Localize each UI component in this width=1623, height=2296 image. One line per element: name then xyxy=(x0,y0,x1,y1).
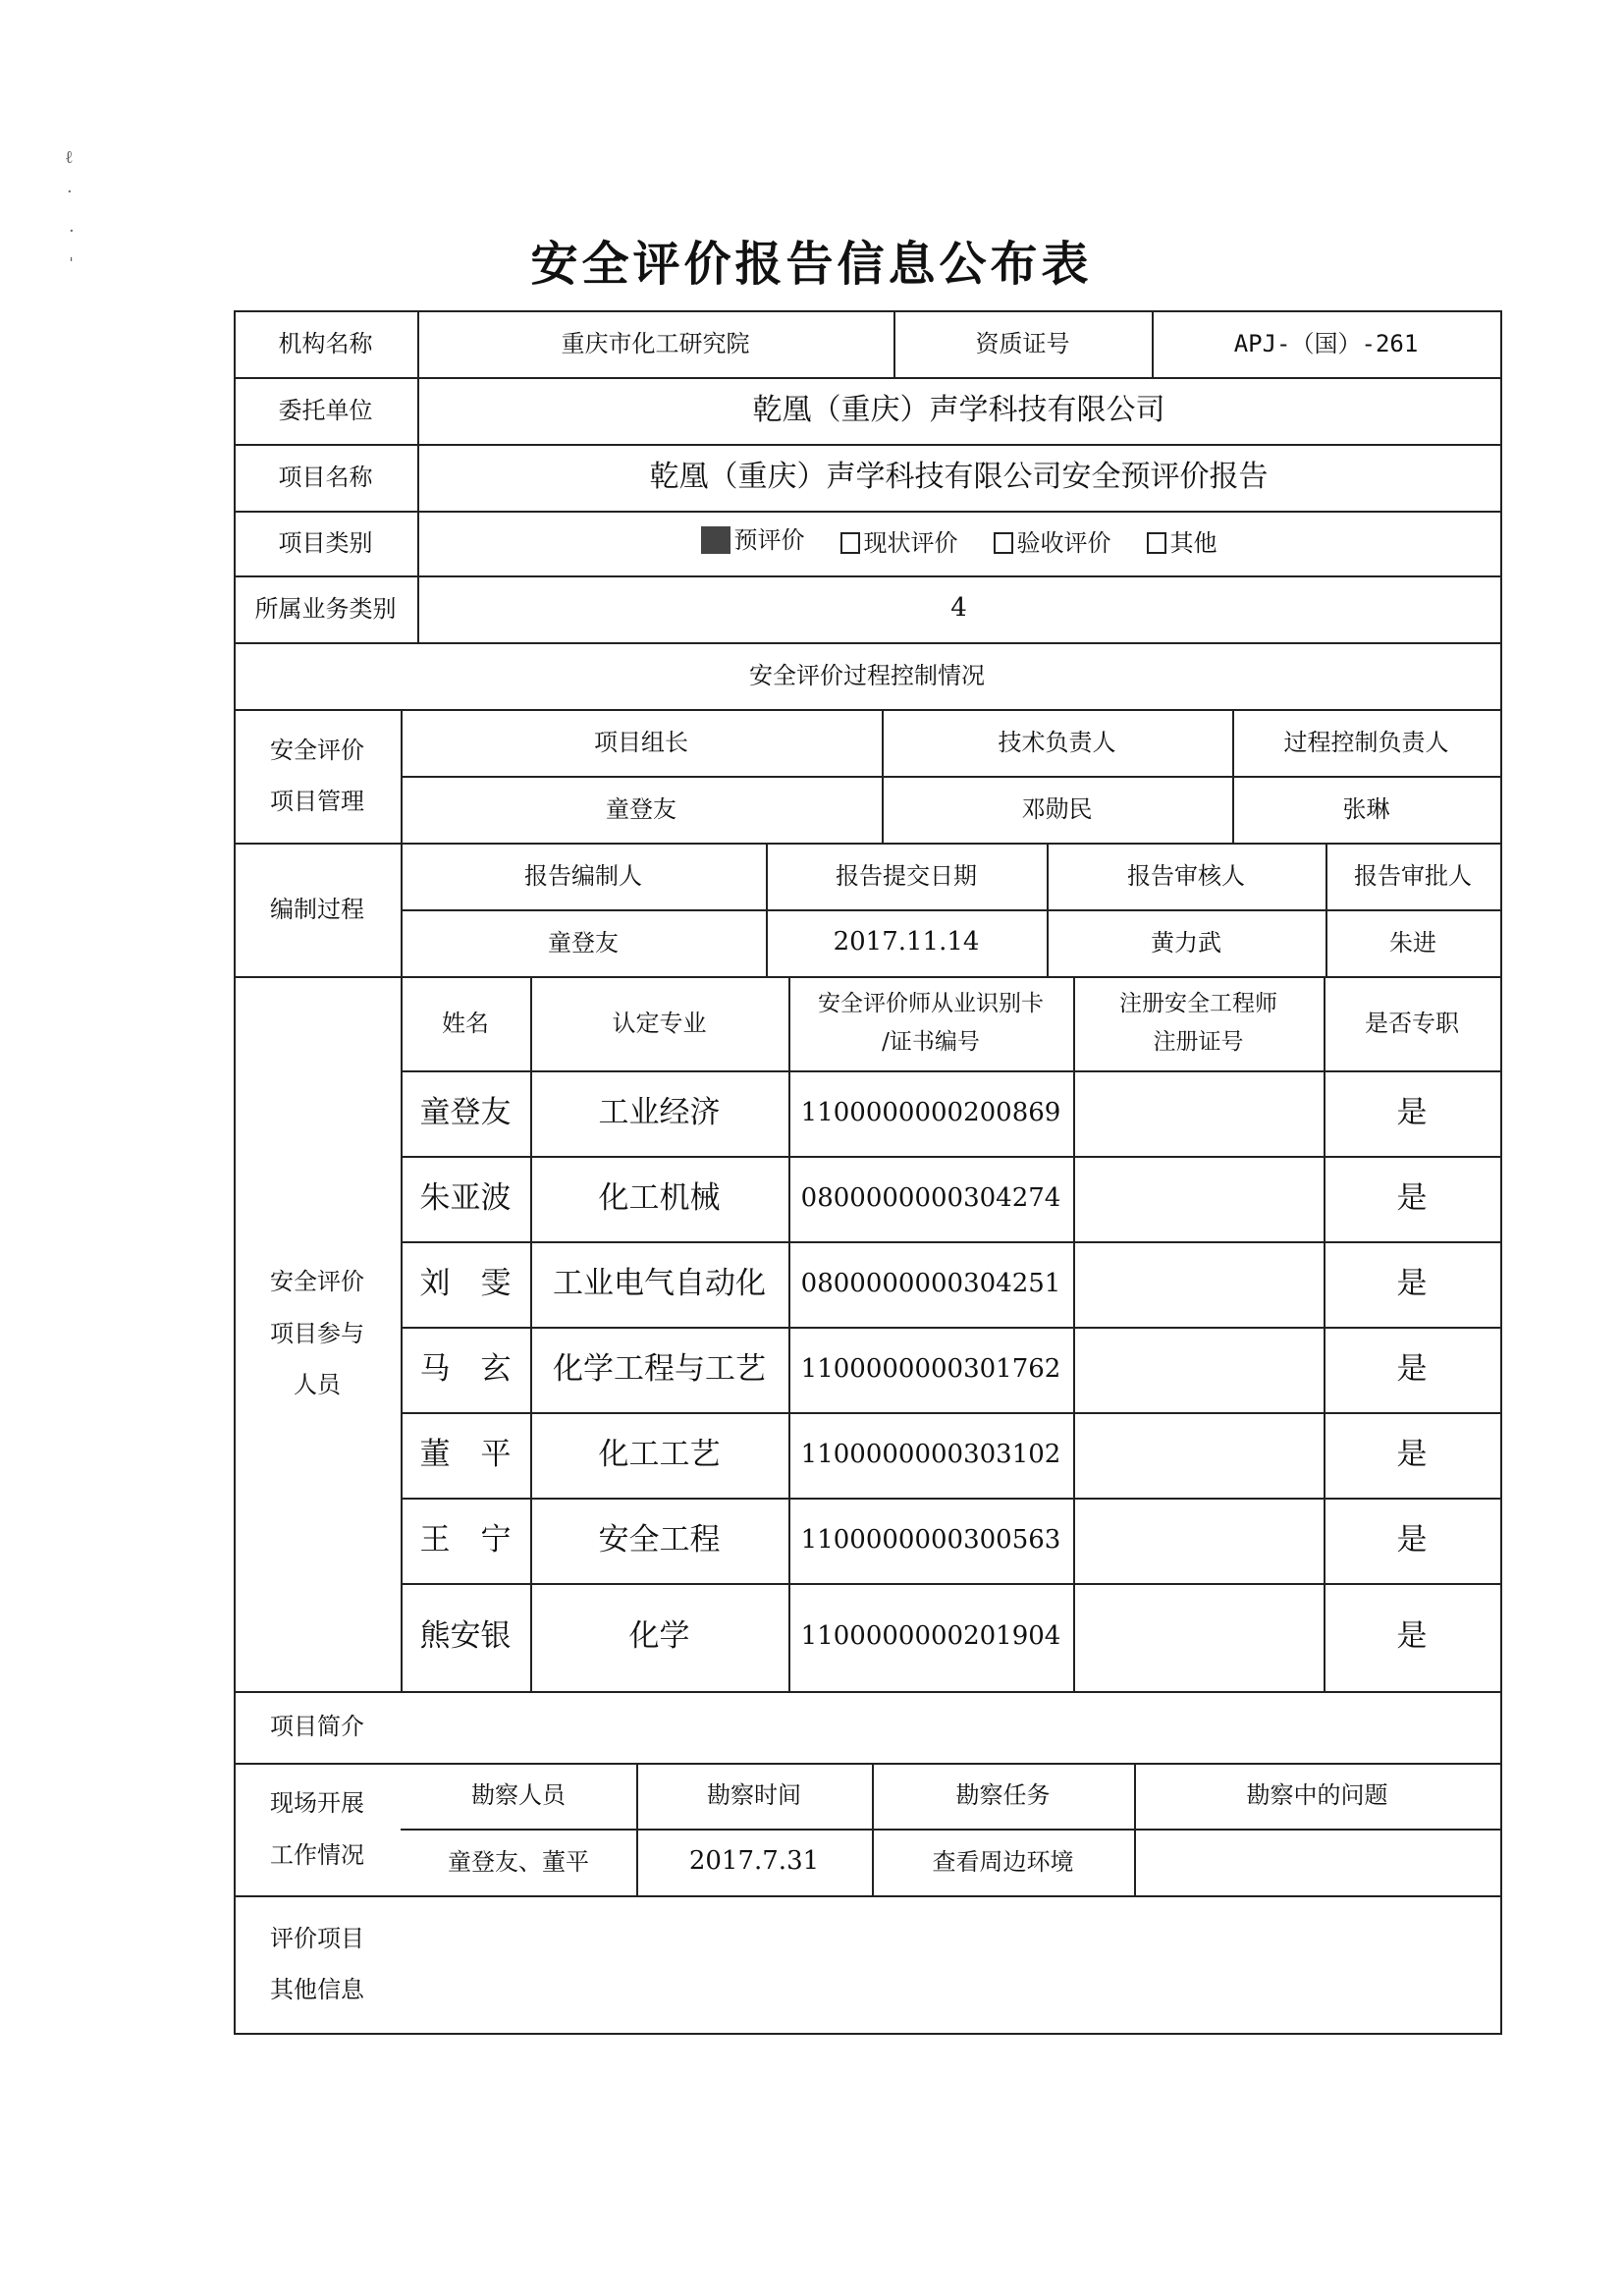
participant-specialty: 化学工程与工艺 xyxy=(553,1350,766,1387)
checked-box-icon xyxy=(701,526,730,554)
participant-name: 马 玄 xyxy=(419,1350,512,1387)
participant-name: 熊安银 xyxy=(419,1618,512,1655)
category-option-2: 现状评价 xyxy=(840,527,958,559)
participant-specialty: 工业电气自动化 xyxy=(553,1265,766,1301)
site-work-header-4: 勘察中的问题 xyxy=(1246,1781,1388,1810)
management-value-2: 邓勋民 xyxy=(1021,794,1093,823)
management-label-line-1: 安全评价 xyxy=(270,736,364,764)
table-bottom-border xyxy=(234,2033,1502,2035)
other-info-label-line-1: 评价项目 xyxy=(270,1924,364,1952)
participant-fulltime: 是 xyxy=(1396,1618,1428,1655)
project-intro-label: 项目简介 xyxy=(270,1713,364,1741)
participants-header-4-line-1: 注册安全工程师 xyxy=(1119,990,1277,1016)
project-name-value: 乾凰（重庆）声学科技有限公司安全预评价报告 xyxy=(649,459,1269,494)
table-right-border xyxy=(1500,310,1502,2035)
participant-card-number: 1100000000301762 xyxy=(800,1353,1061,1384)
participants-label xyxy=(234,976,401,1691)
site-work-header-3: 勘察任务 xyxy=(955,1781,1051,1810)
business-category-label: 所属业务类别 xyxy=(254,594,397,623)
participants-header-3-line-1: 安全评价师从业识别卡 xyxy=(818,990,1044,1016)
management-header-3: 过程控制负责人 xyxy=(1283,728,1449,756)
participants-label-line-3: 人员 xyxy=(294,1371,341,1399)
project-category-label: 项目类别 xyxy=(278,528,373,557)
participant-card-number: 1100000000300563 xyxy=(800,1524,1061,1555)
site-work-header-1: 勘察人员 xyxy=(471,1781,566,1810)
client-value: 乾凰（重庆）声学科技有限公司 xyxy=(752,392,1165,427)
client-label: 委托单位 xyxy=(278,396,373,424)
site-work-label xyxy=(234,1763,401,1895)
site-work-value-3: 查看周边环境 xyxy=(932,1847,1074,1876)
participant-specialty: 工业经济 xyxy=(598,1094,721,1130)
management-label xyxy=(234,709,401,843)
participants-header-5: 是否专职 xyxy=(1365,1009,1459,1037)
participant-fulltime: 是 xyxy=(1396,1179,1428,1216)
participant-name: 董 平 xyxy=(419,1436,512,1472)
site-work-value-2: 2017.7.31 xyxy=(688,1846,820,1877)
participant-registration-number xyxy=(1073,1327,1324,1412)
process-control-heading: 安全评价过程控制情况 xyxy=(749,661,985,689)
participant-registration-number xyxy=(1073,1241,1324,1327)
participants-header-3-line-2: /证书编号 xyxy=(882,1029,980,1055)
participant-fulltime: 是 xyxy=(1396,1094,1428,1130)
category-option-3: 验收评价 xyxy=(994,527,1111,559)
compilation-value-1: 童登友 xyxy=(548,928,619,957)
cert-number-label: 资质证号 xyxy=(975,329,1070,357)
management-value-1: 童登友 xyxy=(606,794,676,823)
participant-registration-number xyxy=(1073,1070,1324,1156)
compilation-header-2: 报告提交日期 xyxy=(836,861,977,890)
management-label-line-2: 项目管理 xyxy=(270,788,364,815)
participants-header-1: 姓名 xyxy=(442,1009,489,1037)
participants-header-4-line-2: 注册证号 xyxy=(1153,1029,1244,1055)
participants-label-line-1: 安全评价 xyxy=(270,1268,364,1296)
org-name-label: 机构名称 xyxy=(278,329,373,357)
participant-specialty: 化学 xyxy=(628,1618,690,1655)
compilation-value-3: 黄力武 xyxy=(1151,928,1221,957)
participant-card-number: 1100000000303102 xyxy=(800,1439,1061,1469)
participants-header-3 xyxy=(788,976,1073,1070)
compilation-header-3: 报告审核人 xyxy=(1127,861,1245,890)
participant-registration-number xyxy=(1073,1412,1324,1498)
participant-name: 王 宁 xyxy=(419,1521,512,1558)
participant-card-number: 1100000000201904 xyxy=(800,1621,1061,1652)
page-title: 安全评价报告信息公布表 xyxy=(530,237,1093,292)
participant-name: 童登友 xyxy=(419,1094,512,1130)
participant-registration-number xyxy=(1073,1498,1324,1583)
management-value-3: 张琳 xyxy=(1342,794,1390,823)
participants-header-2: 认定专业 xyxy=(612,1009,707,1037)
project-name-label: 项目名称 xyxy=(278,463,373,491)
participant-registration-number xyxy=(1073,1156,1324,1241)
other-info-label xyxy=(234,1895,401,2033)
participant-card-number: 0800000000304251 xyxy=(800,1268,1061,1298)
project-category-options xyxy=(417,511,1500,575)
site-work-label-line-1: 现场开展 xyxy=(270,1789,364,1818)
participant-name: 朱亚波 xyxy=(419,1179,512,1216)
checkbox-icon xyxy=(994,532,1013,554)
business-category-value: 4 xyxy=(950,593,967,624)
category-option-1: 预评价 xyxy=(701,524,805,556)
checkbox-icon xyxy=(840,532,860,554)
participants-label-line-2: 项目参与 xyxy=(270,1319,364,1347)
participant-specialty: 安全工程 xyxy=(598,1521,721,1558)
compilation-header-1: 报告编制人 xyxy=(524,861,642,890)
participant-specialty: 化工机械 xyxy=(598,1179,721,1216)
participant-fulltime: 是 xyxy=(1396,1521,1428,1558)
compilation-value-4: 朱进 xyxy=(1389,928,1436,957)
participant-fulltime: 是 xyxy=(1396,1350,1428,1387)
management-header-2: 技术负责人 xyxy=(998,728,1116,756)
org-name-value: 重庆市化工研究院 xyxy=(561,329,750,357)
participant-name: 刘 雯 xyxy=(419,1265,512,1301)
site-work-value-4 xyxy=(1134,1829,1500,1895)
other-info-value xyxy=(401,1895,1500,2033)
compilation-value-2: 2017.11.14 xyxy=(833,927,980,957)
participants-header-4 xyxy=(1073,976,1324,1070)
participant-card-number: 1100000000200869 xyxy=(800,1097,1061,1127)
compilation-label: 编制过程 xyxy=(270,895,364,923)
management-header-1: 项目组长 xyxy=(594,728,688,756)
site-work-label-line-2: 工作情况 xyxy=(270,1840,364,1869)
checkbox-icon xyxy=(1147,532,1166,554)
site-work-header-2: 勘察时间 xyxy=(707,1781,801,1810)
participant-fulltime: 是 xyxy=(1396,1436,1428,1472)
project-intro-value xyxy=(401,1691,1500,1763)
category-option-4: 其他 xyxy=(1147,527,1217,559)
participant-fulltime: 是 xyxy=(1396,1265,1428,1301)
compilation-header-4: 报告审批人 xyxy=(1354,861,1472,890)
other-info-label-line-2: 其他信息 xyxy=(270,1976,364,2003)
cert-number-value: APJ-（国）-261 xyxy=(1233,329,1419,357)
site-work-value-1: 童登友、董平 xyxy=(448,1847,589,1876)
participant-registration-number xyxy=(1073,1583,1324,1691)
participant-card-number: 0800000000304274 xyxy=(800,1182,1061,1213)
participant-specialty: 化工工艺 xyxy=(598,1436,721,1472)
